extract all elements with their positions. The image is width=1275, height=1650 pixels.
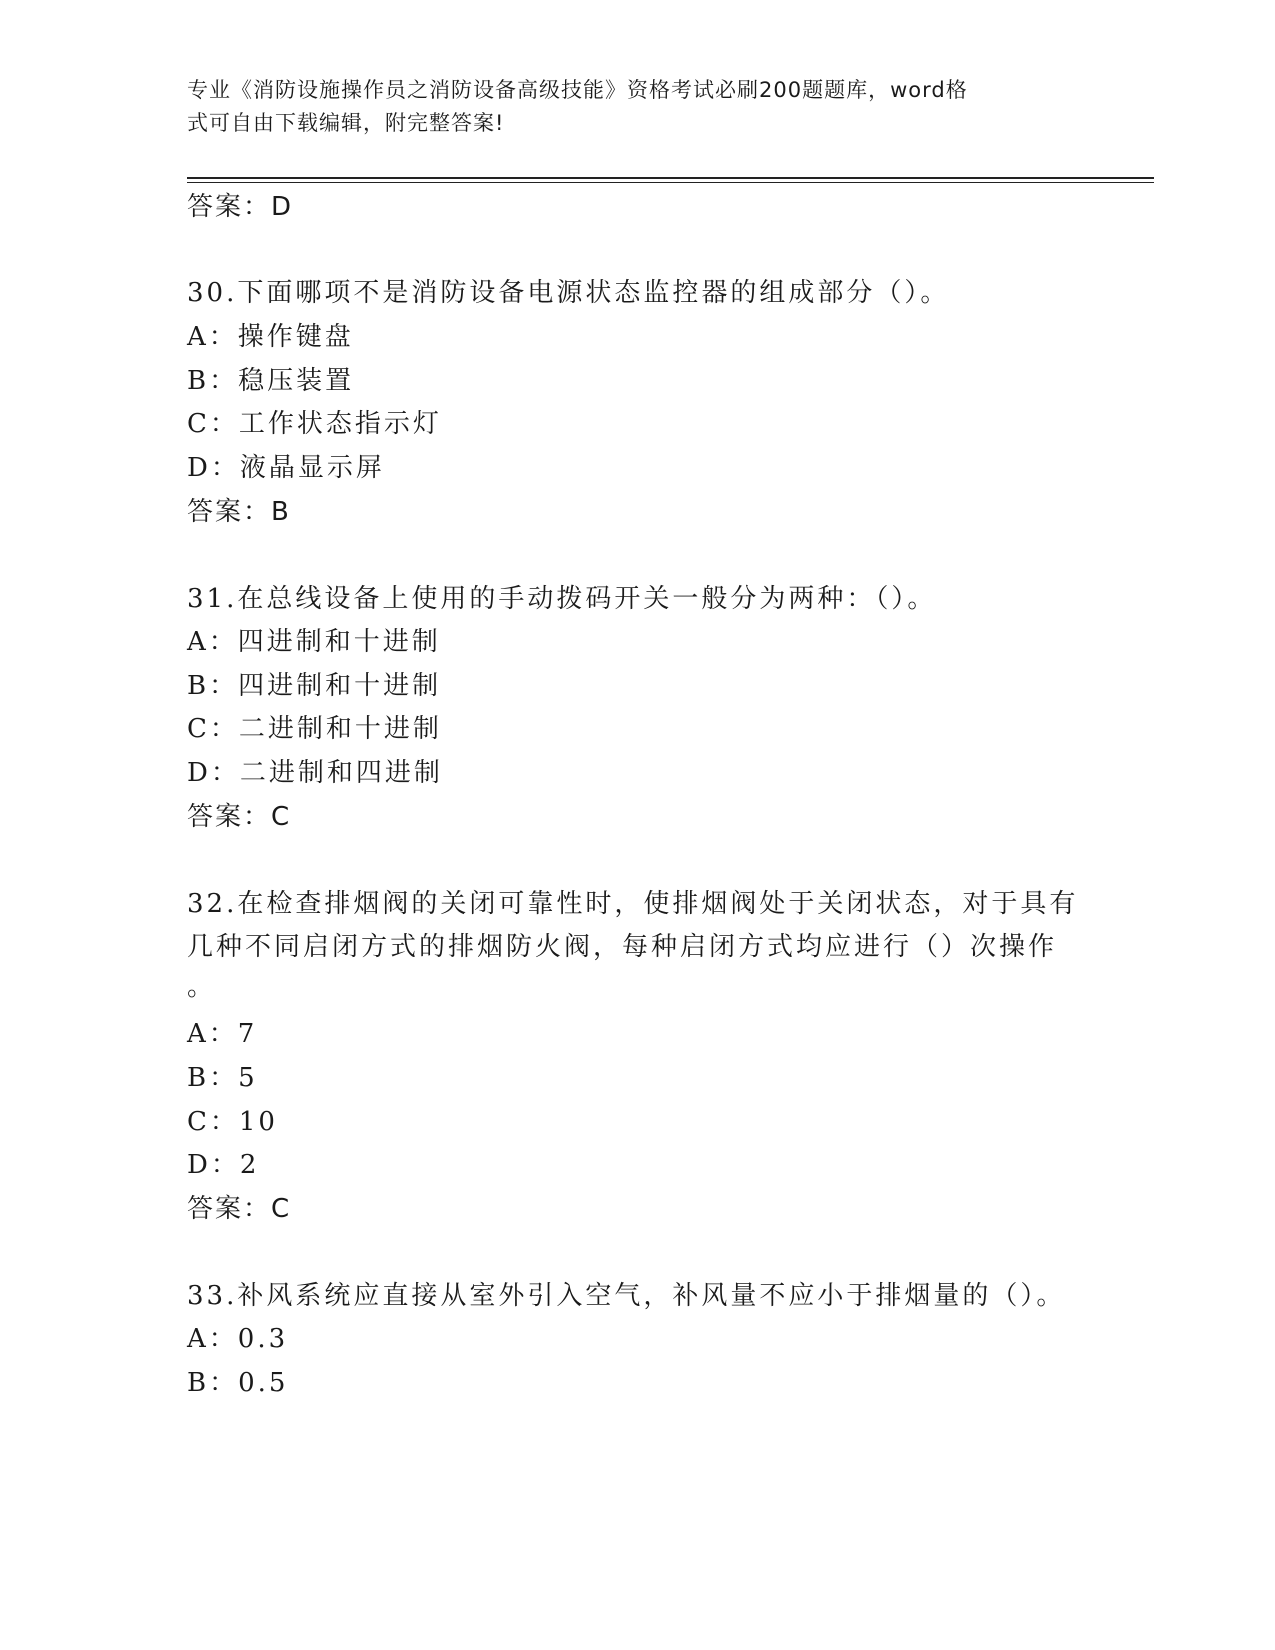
answer-30: 答案：B	[187, 497, 291, 527]
question-32-stem-line-1: 32.在检查排烟阀的关闭可靠性时，使排烟阀处于关闭状态，对于具有	[187, 889, 1079, 919]
header-line-1: 专业《消防设施操作员之消防设备高级技能》资格考试必刷200题题库，word格	[187, 78, 968, 102]
question-30-option-b: B：稳压装置	[187, 366, 355, 396]
question-31-option-a: A：四进制和十进制	[187, 627, 441, 657]
question-31-stem: 31.在总线设备上使用的手动拨码开关一般分为两种：（）。	[187, 584, 937, 614]
question-31-option-d: D：二进制和四进制	[187, 758, 443, 788]
question-32-option-d: D：2	[187, 1150, 260, 1180]
question-30-stem: 30.下面哪项不是消防设备电源状态监控器的组成部分（）。	[187, 278, 950, 308]
document-header	[187, 74, 1087, 140]
answer-31: 答案：C	[187, 802, 292, 832]
question-30-option-a: A：操作键盘	[187, 322, 354, 352]
question-31-option-b: B：四进制和十进制	[187, 671, 442, 701]
header-line-2: 式可自由下载编辑，附完整答案!	[187, 111, 505, 135]
question-32-option-c: C：10	[187, 1107, 278, 1137]
question-33-stem: 33.补风系统应直接从室外引入空气，补风量不应小于排烟量的（）。	[187, 1281, 1066, 1311]
question-31-option-c: C：二进制和十进制	[187, 714, 442, 744]
question-33-option-b: B：0.5	[187, 1368, 289, 1398]
question-30-option-d: D：液晶显示屏	[187, 453, 385, 483]
question-33-option-a: A：0.3	[187, 1324, 289, 1354]
question-32-option-b: B：5	[187, 1063, 258, 1093]
header-divider-thin	[187, 182, 1154, 183]
question-32-stem-line-3: 。	[187, 972, 217, 1002]
header-divider-thick	[187, 177, 1154, 179]
question-32-option-a: A：7	[187, 1019, 258, 1049]
answer-29: 答案：D	[187, 192, 294, 222]
question-32-stem-line-2: 几种不同启闭方式的排烟防火阀，每种启闭方式均应进行（）次操作	[187, 932, 1058, 962]
answer-32: 答案：C	[187, 1194, 292, 1224]
question-30-option-c: C：工作状态指示灯	[187, 409, 442, 439]
